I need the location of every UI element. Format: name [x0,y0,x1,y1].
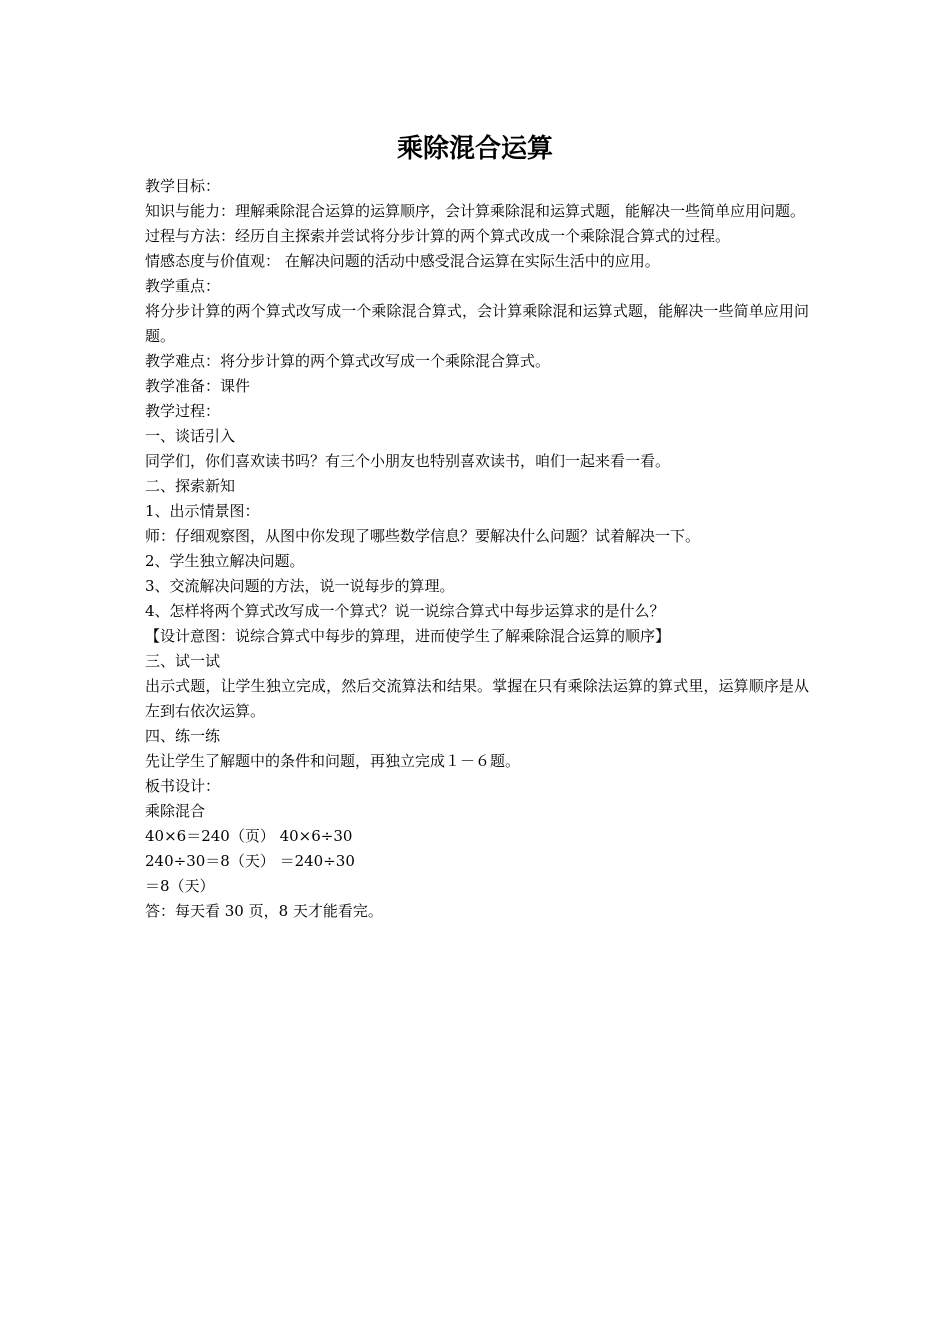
section-heading-key-points: 教学重点： [145,277,221,295]
document-body [145,174,809,924]
board-answer: 答：每天看 30 页，8 天才能看完。 [145,902,383,920]
explore-item-2: 2、学生独立解决问题。 [145,552,305,570]
preparation-text: 教学准备：课件 [145,377,251,395]
difficult-points-text: 教学难点：将分步计算的两个算式改写成一个乘除混合算式。 [145,352,551,370]
objective-attitude-values: 情感态度与价值观： 在解决问题的活动中感受混合运算在实际生活中的应用。 [145,252,660,270]
board-title: 乘除混合 [145,802,206,820]
board-equation-2: 240÷30＝8（天） ＝240÷30 [145,852,355,870]
section-heading-process: 教学过程： [145,402,221,420]
explore-item-1: 1、出示情景图： [145,502,260,520]
practice-text: 先让学生了解题中的条件和问题，再独立完成１－６题。 [145,752,521,770]
try-text: 出示式题，让学生独立完成，然后交流算法和结果。掌握在只有乘除法运算的算式里，运算顺序是从左到右依次运算。 [145,677,809,720]
explore-item-4: 4、怎样将两个算式改写成一个算式？说一说综合算式中每步运算求的是什么？ [145,602,665,620]
key-points-text: 将分步计算的两个算式改写成一个乘除混合算式，会计算乘除混和运算式题，能解决一些简单应用问题。 [145,302,809,345]
step-heading-explore: 二、探索新知 [145,477,236,495]
board-equation-1: 40×6＝240（页） 40×6÷30 [145,827,353,845]
step-heading-practice: 四、练一练 [145,727,221,745]
objective-knowledge-ability: 知识与能力：理解乘除混合运算的运算顺序，会计算乘除混和运算式题，能解决一些简单应用问题。 [145,202,806,220]
design-intent-note: 【设计意图：说综合算式中每步的算理，进而使学生了解乘除混合运算的顺序】 [145,627,671,645]
objective-process-method: 过程与方法：经历自主探索并尝试将分步计算的两个算式改成一个乘除混合算式的过程。 [145,227,731,245]
section-heading-board-design: 板书设计： [145,777,221,795]
explore-teacher-text: 师：仔细观察图，从图中你发现了哪些数学信息？要解决什么问题？试着解决一下。 [145,527,701,545]
board-equation-3: ＝8（天） [145,877,215,895]
step-heading-introduction: 一、谈话引入 [145,427,236,445]
step-heading-try: 三、试一试 [145,652,221,670]
introduction-text: 同学们，你们喜欢读书吗？有三个小朋友也特别喜欢读书，咱们一起来看一看。 [145,452,671,470]
section-heading-objectives: 教学目标： [145,177,221,195]
document-title: 乘除混合运算 [396,134,553,164]
explore-item-3: 3、交流解决问题的方法，说一说每步的算理。 [145,577,455,595]
